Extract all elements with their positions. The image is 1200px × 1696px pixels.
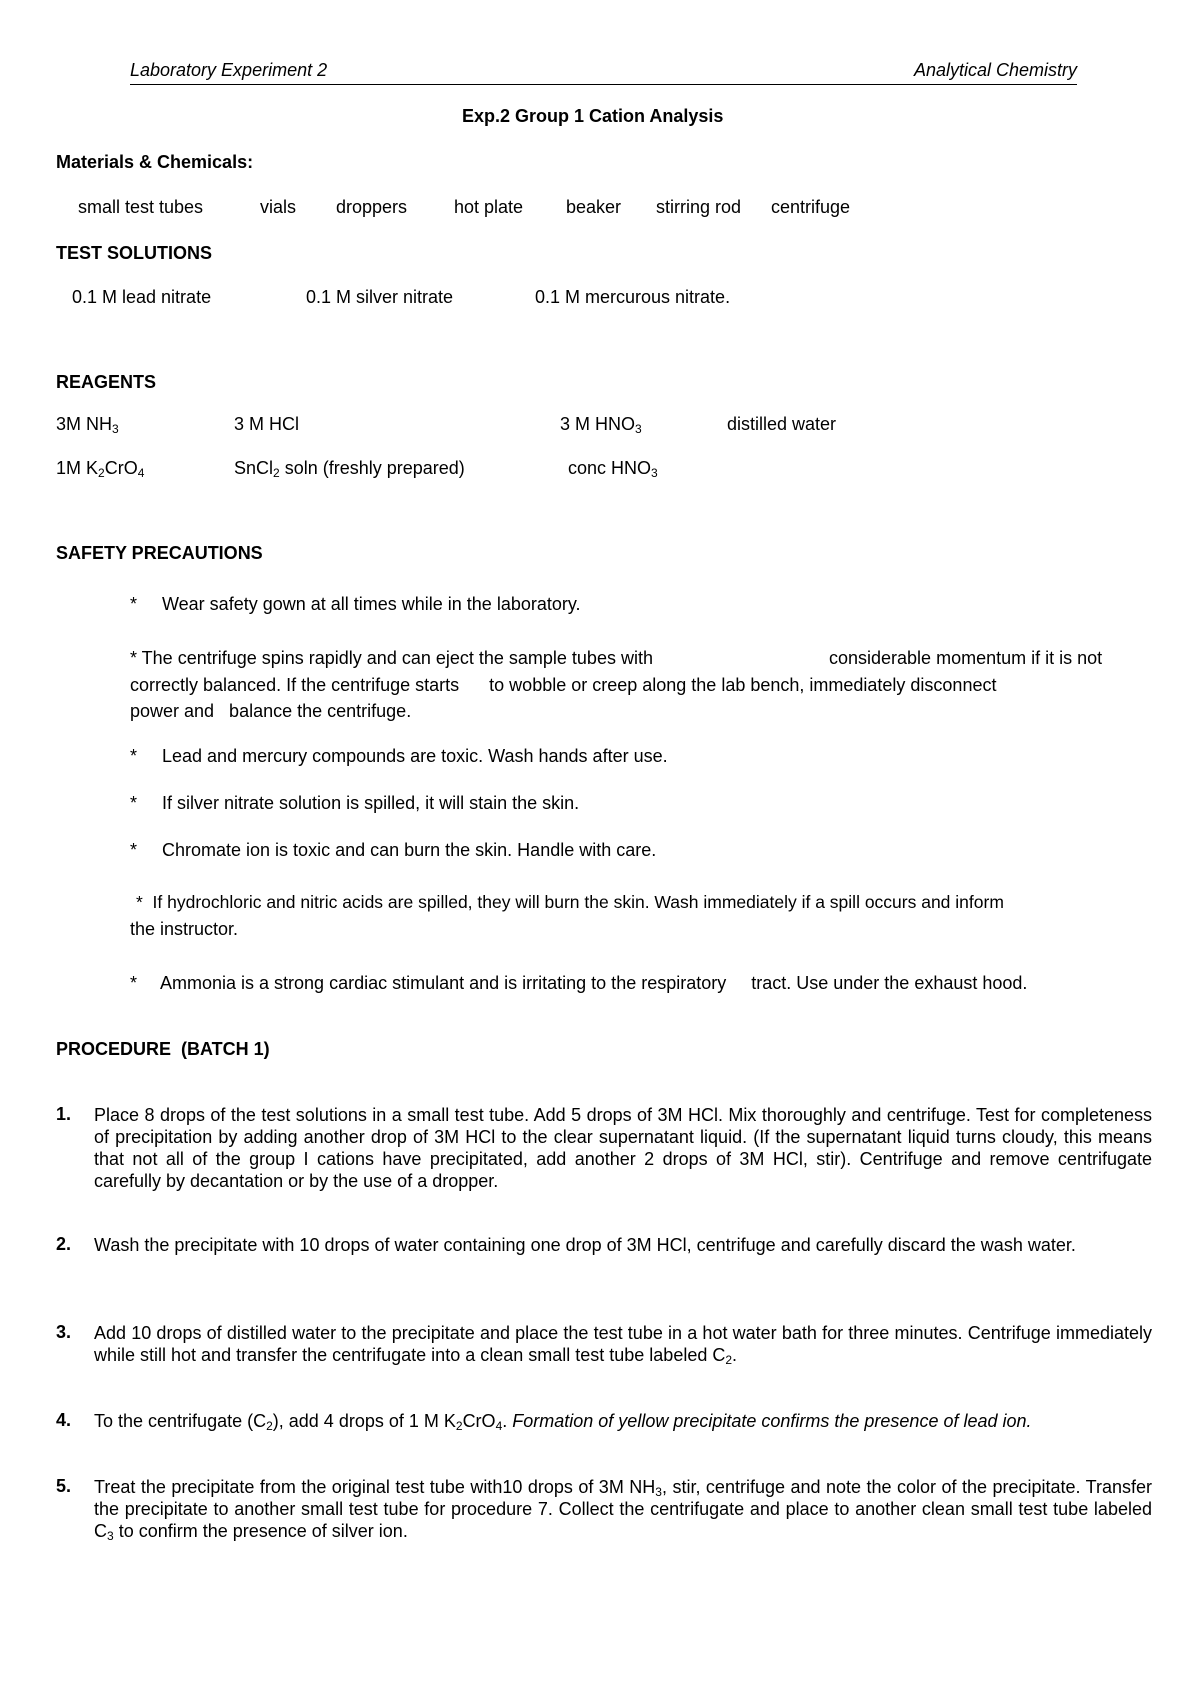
step-number: 5. xyxy=(56,1476,72,1496)
reagent-item: 3M $NH_3$ xyxy=(56,414,119,436)
step-number: 1. xyxy=(56,1104,72,1124)
test-solution-item: 0.1 M silver nitrate xyxy=(306,287,454,307)
safety-item: Lead and mercury compounds are toxic. Wash hands after use. xyxy=(162,746,668,766)
bullet: * xyxy=(130,594,138,614)
safety-item: Ammonia is a strong cardiac stimulant and is irritating to the respiratory tract. Use under the exhaust hood. xyxy=(160,973,1028,993)
material-item: vials xyxy=(260,197,297,217)
material-item: small test tubes xyxy=(78,197,204,217)
bullet: * xyxy=(130,746,138,766)
procedure-step-1: Place 8 drops of the test solutions in a small test tube. Add 5 drops of 3M HCl. Mix thoroughly and centrifuge. Test for completeness of precipitation by adding another drop of 3M HCl to the clear supernatant liquid. (If the supernatant liquid turns cloudy, this means that not all of the group I cations have precipitated, add another 2 drops of 3M HCl, stir). Centrifuge and remove centrifugate carefully by decantation or by the use of a dropper. xyxy=(94,1105,1152,1191)
material-item: hot plate xyxy=(454,197,524,217)
procedure-heading: PROCEDURE (BATCH 1) xyxy=(56,1039,270,1059)
header-left: Laboratory Experiment 2 xyxy=(130,60,328,80)
safety-item: correctly balanced. If the centrifuge starts to wobble or creep along the lab bench, immediately disconnect xyxy=(130,675,997,695)
test-solution-item: 0.1 M lead nitrate xyxy=(72,287,212,307)
header-right: Analytical Chemistry xyxy=(913,60,1077,80)
reagent-item: SnCl$_2$ soln (freshly prepared) xyxy=(234,458,465,480)
safety-item: * If hydrochloric and nitric acids are spilled, they will burn the skin. Wash immediately if a spill occurs and inform xyxy=(136,892,1004,912)
safety-item: Wear safety gown at all times while in the laboratory. xyxy=(162,594,581,614)
safety-item: the instructor. xyxy=(130,919,239,939)
reagent-item: 3 M HCl xyxy=(234,414,300,434)
reagent-item: 3 M $HNO_3$ xyxy=(560,414,642,436)
step-number: 3. xyxy=(56,1322,72,1342)
safety-item: * The centrifuge spins rapidly and can eject the sample tubes with xyxy=(130,648,653,668)
bullet: * xyxy=(130,793,138,813)
page-header xyxy=(130,60,1077,85)
material-item: droppers xyxy=(336,197,408,217)
materials-heading: Materials & Chemicals: xyxy=(56,152,254,172)
procedure-step-4: To the centrifugate $(C_2)$, add 4 drops of 1 M $K_2CrO_4$. Formation of yellow precipitate confirms the presence of lead ion. xyxy=(94,1411,1032,1433)
test-solution-item: 0.1 M mercurous nitrate. xyxy=(535,287,731,307)
reagents-heading: REAGENTS xyxy=(56,372,157,392)
safety-heading: SAFETY PRECAUTIONS xyxy=(56,543,263,563)
procedure-step-5: Treat the precipitate from the original test tube with10 drops of 3M $NH_3$, stir, centrifuge and note the color of the precipitate. Transfer the precipitate to another small test tube for procedure 7. Collect the centrifugate and place to another clean small test tube labeled $C_3$ to confirm the presence of silver ion. xyxy=(94,1477,1152,1543)
bullet: * xyxy=(130,840,138,860)
safety-item: If silver nitrate solution is spilled, it will stain the skin. xyxy=(162,793,580,813)
step-number: 2. xyxy=(56,1234,72,1254)
document-title: Exp.2 Group 1 Cation Analysis xyxy=(462,106,724,126)
step-number: 4. xyxy=(56,1410,72,1430)
confirmation-text: Formation of yellow precipitate confirms the presence of lead ion. xyxy=(512,1411,1032,1431)
procedure-step-2: Wash the precipitate with 10 drops of water containing one drop of 3M HCl, centrifuge and carefully discard the wash water. xyxy=(94,1235,1076,1255)
reagent-item: distilled water xyxy=(727,414,837,434)
material-item: stirring rod xyxy=(656,197,742,217)
safety-item: Chromate ion is toxic and can burn the skin. Handle with care. xyxy=(162,840,657,860)
procedure-step-3: Add 10 drops of distilled water to the precipitate and place the test tube in a hot water bath for three minutes. Centrifuge immediately while still hot and transfer the centrifugate into a clean small test tube labeled $C_2$. xyxy=(94,1323,1152,1367)
bullet: * xyxy=(130,973,138,993)
material-item: beaker xyxy=(566,197,622,217)
safety-item: power and balance the centrifuge. xyxy=(130,701,412,721)
test-solutions-heading: TEST SOLUTIONS xyxy=(56,243,213,263)
material-item: centrifuge xyxy=(771,197,851,217)
reagent-item: 1M $K_2CrO_4$ xyxy=(56,458,145,480)
safety-item: considerable momentum if it is not xyxy=(829,648,1103,668)
reagent-item: conc $HNO_3$ xyxy=(568,458,658,480)
